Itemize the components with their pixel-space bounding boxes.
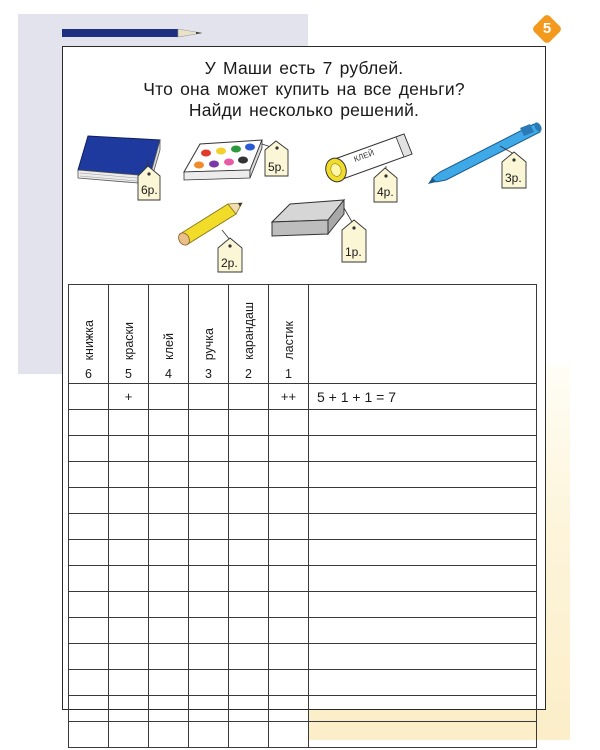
header-cell xyxy=(189,285,229,384)
table-cell[interactable] xyxy=(189,670,229,696)
table-cell[interactable] xyxy=(69,566,109,592)
table-cell[interactable] xyxy=(69,462,109,488)
table-cell[interactable] xyxy=(69,384,109,410)
table-cell[interactable] xyxy=(149,384,189,410)
table-row xyxy=(69,462,537,488)
table-cell[interactable] xyxy=(189,566,229,592)
result-cell[interactable] xyxy=(309,514,537,540)
table-row xyxy=(69,488,537,514)
table-cell[interactable] xyxy=(229,644,269,670)
task-line-2: Что она может купить на все деньги? xyxy=(143,79,465,99)
result-cell[interactable] xyxy=(309,592,537,618)
table-cell[interactable] xyxy=(189,618,229,644)
table-cell[interactable] xyxy=(149,488,189,514)
result-cell[interactable] xyxy=(309,488,537,514)
table-row xyxy=(69,670,537,696)
table-cell[interactable] xyxy=(189,696,229,722)
result-cell[interactable]: 5 + 1 + 1 = 7 xyxy=(309,384,537,410)
table-row xyxy=(69,592,537,618)
table-cell[interactable] xyxy=(269,592,309,618)
table-cell[interactable] xyxy=(229,410,269,436)
table-cell[interactable] xyxy=(109,696,149,722)
glue-icon xyxy=(322,134,412,185)
table-cell[interactable] xyxy=(269,722,309,748)
table-cell[interactable] xyxy=(109,488,149,514)
answer-table xyxy=(68,284,537,748)
table-cell[interactable] xyxy=(269,488,309,514)
table-cell[interactable] xyxy=(229,592,269,618)
table-cell[interactable] xyxy=(109,618,149,644)
header-cell xyxy=(269,285,309,384)
table-cell[interactable] xyxy=(109,514,149,540)
price-tag-eraser xyxy=(342,220,366,262)
header-cell xyxy=(229,285,269,384)
table-cell[interactable] xyxy=(109,644,149,670)
price-tag-pencil xyxy=(218,238,242,272)
tag-text-eraser: 1р. xyxy=(345,245,362,259)
column-label-pen: ручка xyxy=(201,327,216,360)
table-cell[interactable] xyxy=(149,670,189,696)
table-cell[interactable] xyxy=(189,488,229,514)
table-cell[interactable] xyxy=(229,514,269,540)
column-label-pencil: карандаш xyxy=(241,302,256,360)
tag-text-book: 6р. xyxy=(141,183,158,197)
eraser-icon xyxy=(272,200,344,236)
table-cell[interactable] xyxy=(69,540,109,566)
table-row xyxy=(69,410,537,436)
tag-text-pencil: 2р. xyxy=(221,256,238,270)
table-cell[interactable] xyxy=(149,462,189,488)
table-row xyxy=(69,618,537,644)
result-cell[interactable] xyxy=(309,462,537,488)
column-price-paints: 5 xyxy=(125,367,132,381)
table-cell[interactable] xyxy=(229,722,269,748)
table-cell[interactable] xyxy=(69,670,109,696)
column-label-glue: клей xyxy=(161,333,176,360)
table-cell[interactable] xyxy=(269,540,309,566)
task-line-1: У Маши есть 7 рублей. xyxy=(204,58,404,78)
table-cell[interactable] xyxy=(229,696,269,722)
table-cell[interactable] xyxy=(149,618,189,644)
column-price-book: 6 xyxy=(85,367,92,381)
table-cell[interactable] xyxy=(149,566,189,592)
table-row xyxy=(69,696,537,722)
table-cell[interactable] xyxy=(109,592,149,618)
table-cell[interactable] xyxy=(69,488,109,514)
table-cell[interactable] xyxy=(69,644,109,670)
column-price-pen: 3 xyxy=(205,367,212,381)
header-cell xyxy=(69,285,109,384)
table-cell[interactable] xyxy=(269,410,309,436)
table-cell[interactable] xyxy=(149,592,189,618)
table-cell[interactable] xyxy=(189,722,229,748)
column-price-eraser: 1 xyxy=(285,367,292,381)
tag-text-glue: 4р. xyxy=(377,185,394,199)
column-price-glue: 4 xyxy=(165,367,172,381)
table-cell[interactable] xyxy=(189,410,229,436)
table-row xyxy=(69,644,537,670)
table-cell[interactable] xyxy=(69,696,109,722)
result-cell[interactable] xyxy=(309,540,537,566)
result-cell[interactable] xyxy=(309,670,537,696)
table-cell[interactable] xyxy=(229,462,269,488)
table-header-row xyxy=(69,285,537,384)
table-cell[interactable] xyxy=(189,384,229,410)
table-cell[interactable] xyxy=(189,514,229,540)
result-cell[interactable] xyxy=(309,436,537,462)
table-cell[interactable] xyxy=(149,514,189,540)
table-cell[interactable] xyxy=(149,696,189,722)
table-cell[interactable] xyxy=(229,670,269,696)
price-tag-glue xyxy=(374,168,397,202)
table-row xyxy=(69,514,537,540)
table-cell[interactable] xyxy=(269,566,309,592)
table-cell[interactable] xyxy=(189,436,229,462)
glue-label-text: КЛЕЙ xyxy=(352,148,376,164)
result-cell[interactable] xyxy=(309,644,537,670)
table-cell[interactable] xyxy=(69,436,109,462)
table-cell[interactable] xyxy=(229,436,269,462)
header-cell xyxy=(109,285,149,384)
table-cell[interactable] xyxy=(269,644,309,670)
table-cell[interactable] xyxy=(229,488,269,514)
table-row xyxy=(69,436,537,462)
table-cell[interactable] xyxy=(269,514,309,540)
table-cell[interactable] xyxy=(149,410,189,436)
table-cell[interactable] xyxy=(109,540,149,566)
table-cell[interactable]: + xyxy=(109,384,149,410)
table-cell[interactable] xyxy=(269,618,309,644)
table-cell[interactable] xyxy=(109,462,149,488)
table-cell[interactable] xyxy=(229,540,269,566)
tag-text-pen: 3р. xyxy=(505,171,522,185)
result-cell[interactable] xyxy=(309,566,537,592)
table-cell[interactable] xyxy=(229,618,269,644)
table-cell[interactable] xyxy=(69,618,109,644)
result-cell[interactable] xyxy=(309,410,537,436)
paints-icon xyxy=(184,140,262,180)
table-cell[interactable]: ++ xyxy=(269,384,309,410)
header-cell-result xyxy=(309,285,537,384)
table-cell[interactable] xyxy=(69,410,109,436)
table-cell[interactable] xyxy=(69,514,109,540)
result-cell[interactable] xyxy=(309,722,537,748)
table-cell[interactable] xyxy=(189,462,229,488)
table-cell[interactable] xyxy=(69,592,109,618)
table-cell[interactable] xyxy=(269,462,309,488)
column-label-paints: краски xyxy=(121,321,136,360)
result-cell[interactable] xyxy=(309,618,537,644)
table-cell[interactable] xyxy=(109,410,149,436)
items-illustration xyxy=(0,0,600,280)
table-cell[interactable] xyxy=(229,566,269,592)
price-tag-pen xyxy=(502,152,526,188)
header-cell xyxy=(149,285,189,384)
table-cell[interactable] xyxy=(149,722,189,748)
column-label-book: книжка xyxy=(81,319,96,360)
table-cell[interactable] xyxy=(149,436,189,462)
table-cell[interactable] xyxy=(109,566,149,592)
table-cell[interactable] xyxy=(269,696,309,722)
table-cell[interactable] xyxy=(189,540,229,566)
table-cell[interactable] xyxy=(69,722,109,748)
table-row-example xyxy=(69,384,537,410)
column-price-pencil: 2 xyxy=(245,367,252,381)
table-cell[interactable] xyxy=(189,592,229,618)
table-row xyxy=(69,722,537,748)
table-row xyxy=(69,540,537,566)
tag-text-paints: 5р. xyxy=(268,160,285,174)
table-cell[interactable] xyxy=(149,540,189,566)
page-number: 5 xyxy=(542,20,552,37)
column-label-eraser: ластик xyxy=(281,321,296,360)
table-cell[interactable] xyxy=(269,436,309,462)
table-row xyxy=(69,566,537,592)
table-cell[interactable] xyxy=(149,644,189,670)
table-cell[interactable] xyxy=(109,722,149,748)
table-cell[interactable] xyxy=(109,670,149,696)
table-cell[interactable] xyxy=(189,644,229,670)
task-line-3: Найди несколько решений. xyxy=(188,100,420,120)
table-cell[interactable] xyxy=(109,436,149,462)
result-cell[interactable] xyxy=(309,696,537,722)
table-cell[interactable] xyxy=(269,670,309,696)
table-cell[interactable] xyxy=(229,384,269,410)
